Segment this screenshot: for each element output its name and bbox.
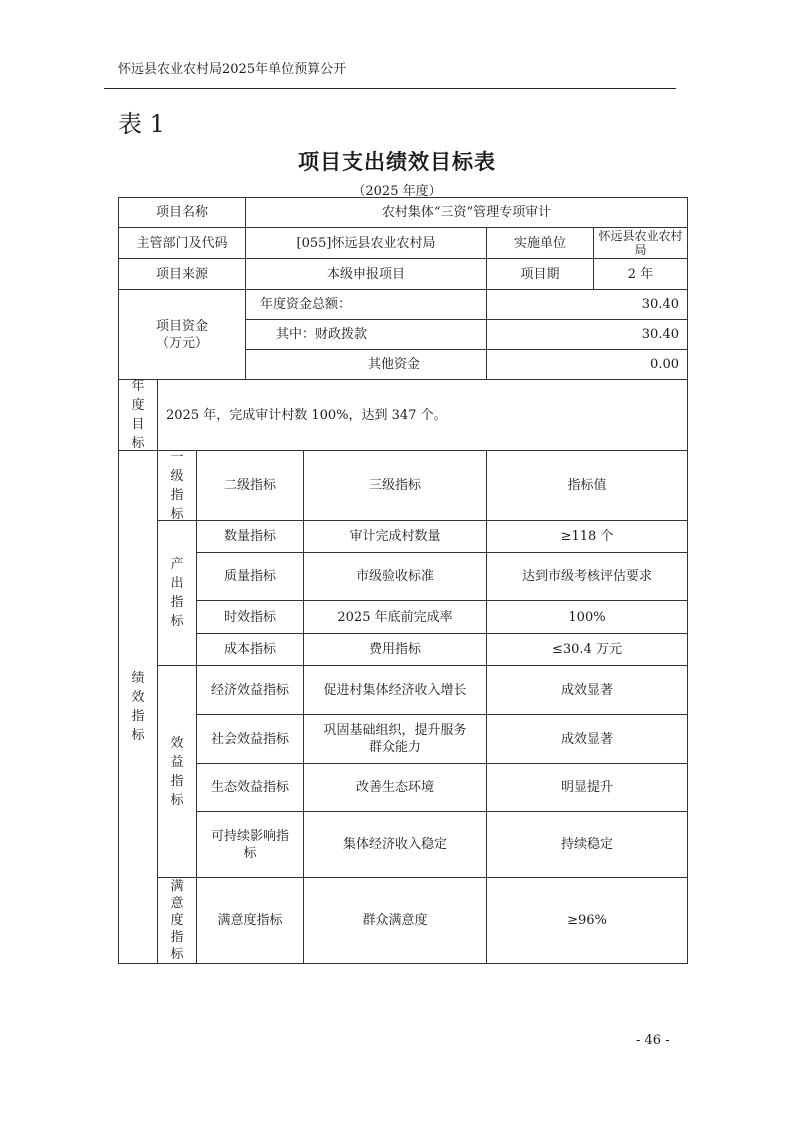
- output-level3: 费用指标: [303, 633, 487, 666]
- funds-fiscal-value: 30.40: [486, 319, 688, 350]
- benefit-value: 成效显著: [486, 665, 688, 715]
- funds-fiscal-label: 其中：财政拨款: [245, 319, 487, 350]
- annual-goal-label: 年度目标: [118, 379, 158, 451]
- header-value: 指标值: [486, 450, 688, 521]
- benefit-level2: 经济效益指标: [196, 665, 304, 715]
- annual-goal-text: 2025 年，完成审计村数 100%，达到 347 个。: [157, 379, 688, 451]
- benefit-level2: 可持续影响指标: [196, 811, 304, 878]
- satisfaction-label: 满意度指标: [157, 877, 197, 964]
- impl-label: 实施单位: [486, 227, 594, 259]
- benefit-level3: 促进村集体经济收入增长: [303, 665, 487, 715]
- benefit-level3: 集体经济收入稳定: [303, 811, 487, 878]
- funds-total-label: 年度资金总额：: [245, 289, 487, 320]
- benefit-value: 明显提升: [486, 763, 688, 812]
- page-number: - 46 -: [636, 1033, 670, 1048]
- output-level3: 审计完成村数量: [303, 520, 487, 553]
- funds-other-label: 其他资金: [245, 349, 487, 380]
- performance-table: [118, 197, 688, 964]
- header-level3: 三级指标: [303, 450, 487, 521]
- output-label: 产出指标: [157, 520, 197, 666]
- funds-total-value: 30.40: [486, 289, 688, 320]
- benefit-level3: 改善生态环境: [303, 763, 487, 812]
- period-label: 项目期: [486, 258, 594, 290]
- funds-other-value: 0.00: [486, 349, 688, 380]
- period-value: 2 年: [593, 258, 688, 290]
- output-value: 100%: [486, 600, 688, 634]
- benefit-value: 成效显著: [486, 714, 688, 764]
- output-value: ≥118 个: [486, 520, 688, 553]
- header-level1: 一级指标: [157, 450, 197, 521]
- output-level2: 质量指标: [196, 552, 304, 601]
- header-rule: [104, 88, 676, 89]
- output-level2: 时效指标: [196, 600, 304, 634]
- source-label: 项目来源: [118, 258, 246, 290]
- impl-value: 怀远县农业农村局: [593, 227, 688, 259]
- output-value: ≤30.4 万元: [486, 633, 688, 666]
- satisfaction-level2: 满意度指标: [196, 877, 304, 964]
- project-name-label: 项目名称: [118, 197, 246, 228]
- benefit-value: 持续稳定: [486, 811, 688, 878]
- satisfaction-level3: 群众满意度: [303, 877, 487, 964]
- benefit-label: 效益指标: [157, 665, 197, 878]
- dept-label: 主管部门及代码: [118, 227, 246, 259]
- benefit-level2: 生态效益指标: [196, 763, 304, 812]
- year-subtitle: （2025 年度）: [352, 184, 442, 199]
- output-level2: 成本指标: [196, 633, 304, 666]
- dept-value: [055]怀远县农业农村局: [245, 227, 487, 259]
- table-label: 表 1: [118, 110, 165, 138]
- output-level3: 2025 年底前完成率: [303, 600, 487, 634]
- source-value: 本级申报项目: [245, 258, 487, 290]
- benefit-level2: 社会效益指标: [196, 714, 304, 764]
- page-header: 怀远县农业农村局2025年单位预算公开: [118, 62, 347, 77]
- page-title: 项目支出绩效目标表: [298, 149, 496, 174]
- funds-label: 项目资金（万元）: [118, 289, 246, 380]
- project-name: 农村集体“三资”管理专项审计: [245, 197, 688, 228]
- output-level3: 市级验收标准: [303, 552, 487, 601]
- output-level2: 数量指标: [196, 520, 304, 553]
- benefit-level3: 巩固基础组织，提升服务群众能力: [303, 714, 487, 764]
- satisfaction-value: ≥96%: [486, 877, 688, 964]
- header-level2: 二级指标: [196, 450, 304, 521]
- indicators-label: 绩效指标: [118, 450, 158, 964]
- output-value: 达到市级考核评估要求: [486, 552, 688, 601]
